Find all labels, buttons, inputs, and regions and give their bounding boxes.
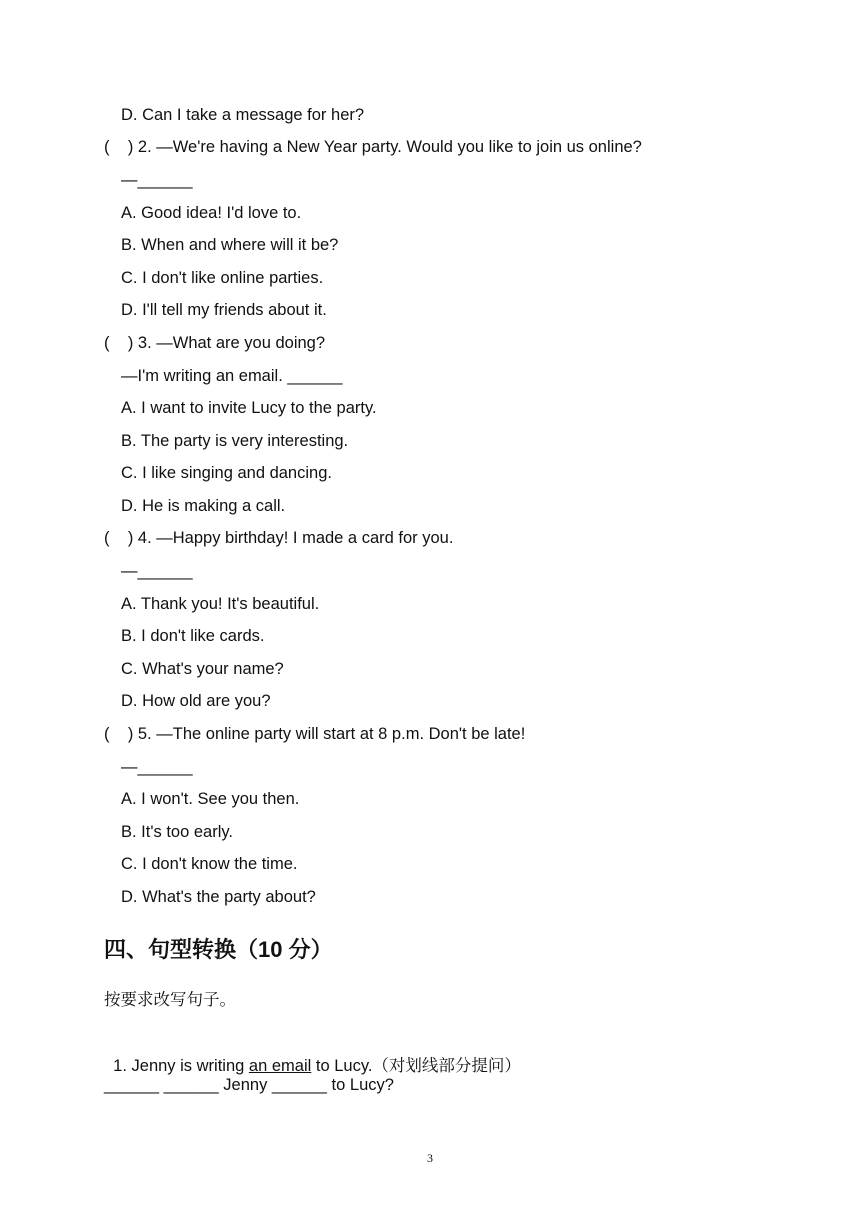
question-4-option-a: A. Thank you! It's beautiful. xyxy=(121,595,320,613)
item-1-suffix: to Lucy.（对划线部分提问） xyxy=(311,1057,521,1075)
question-3-reply: —I'm writing an email. ______ xyxy=(121,367,343,385)
question-5-reply: —______ xyxy=(121,758,193,776)
section-heading: 四、句型转换（10 分） xyxy=(104,937,333,962)
question-4-reply: —______ xyxy=(121,562,193,580)
question-5-option-a: A. I won't. See you then. xyxy=(121,790,300,808)
question-3-stem: ( ) 3. —What are you doing? xyxy=(104,334,326,352)
question-3-option-b: B. The party is very interesting. xyxy=(121,432,349,450)
question-5-option-d: D. What's the party about? xyxy=(121,888,316,906)
section-instruction: 按要求改写句子。 xyxy=(104,991,236,1009)
question-3-option-d: D. He is making a call. xyxy=(121,497,286,515)
transform-item-1 xyxy=(104,1036,521,1076)
q1-option-d: D. Can I take a message for her? xyxy=(121,106,365,124)
question-2-option-c: C. I don't like online parties. xyxy=(121,269,324,287)
page-number: 3 xyxy=(427,1151,433,1165)
question-3-option-a: A. I want to invite Lucy to the party. xyxy=(121,399,377,417)
question-2-option-a: A. Good idea! I'd love to. xyxy=(121,204,302,222)
question-4-option-d: D. How old are you? xyxy=(121,692,271,710)
question-4-option-b: B. I don't like cards. xyxy=(121,627,265,645)
question-5-option-b: B. It's too early. xyxy=(121,823,233,841)
item-1-prefix: 1. Jenny is writing xyxy=(113,1057,249,1075)
question-2-reply: —______ xyxy=(121,171,193,189)
question-2-option-b: B. When and where will it be? xyxy=(121,236,339,254)
question-5-stem: ( ) 5. —The online party will start at 8 p.m. Don't be late! xyxy=(104,725,526,743)
question-5-option-c: C. I don't know the time. xyxy=(121,855,298,873)
transform-item-1-answer: ______ ______ Jenny ______ to Lucy? xyxy=(104,1076,394,1094)
item-1-underlined: an email xyxy=(248,1057,312,1075)
question-4-stem: ( ) 4. —Happy birthday! I made a card for you. xyxy=(104,529,454,547)
question-3-option-c: C. I like singing and dancing. xyxy=(121,464,332,482)
question-4-option-c: C. What's your name? xyxy=(121,660,284,678)
question-2-stem: ( ) 2. —We're having a New Year party. Would you like to join us online? xyxy=(104,138,642,156)
question-2-option-d: D. I'll tell my friends about it. xyxy=(121,301,327,319)
